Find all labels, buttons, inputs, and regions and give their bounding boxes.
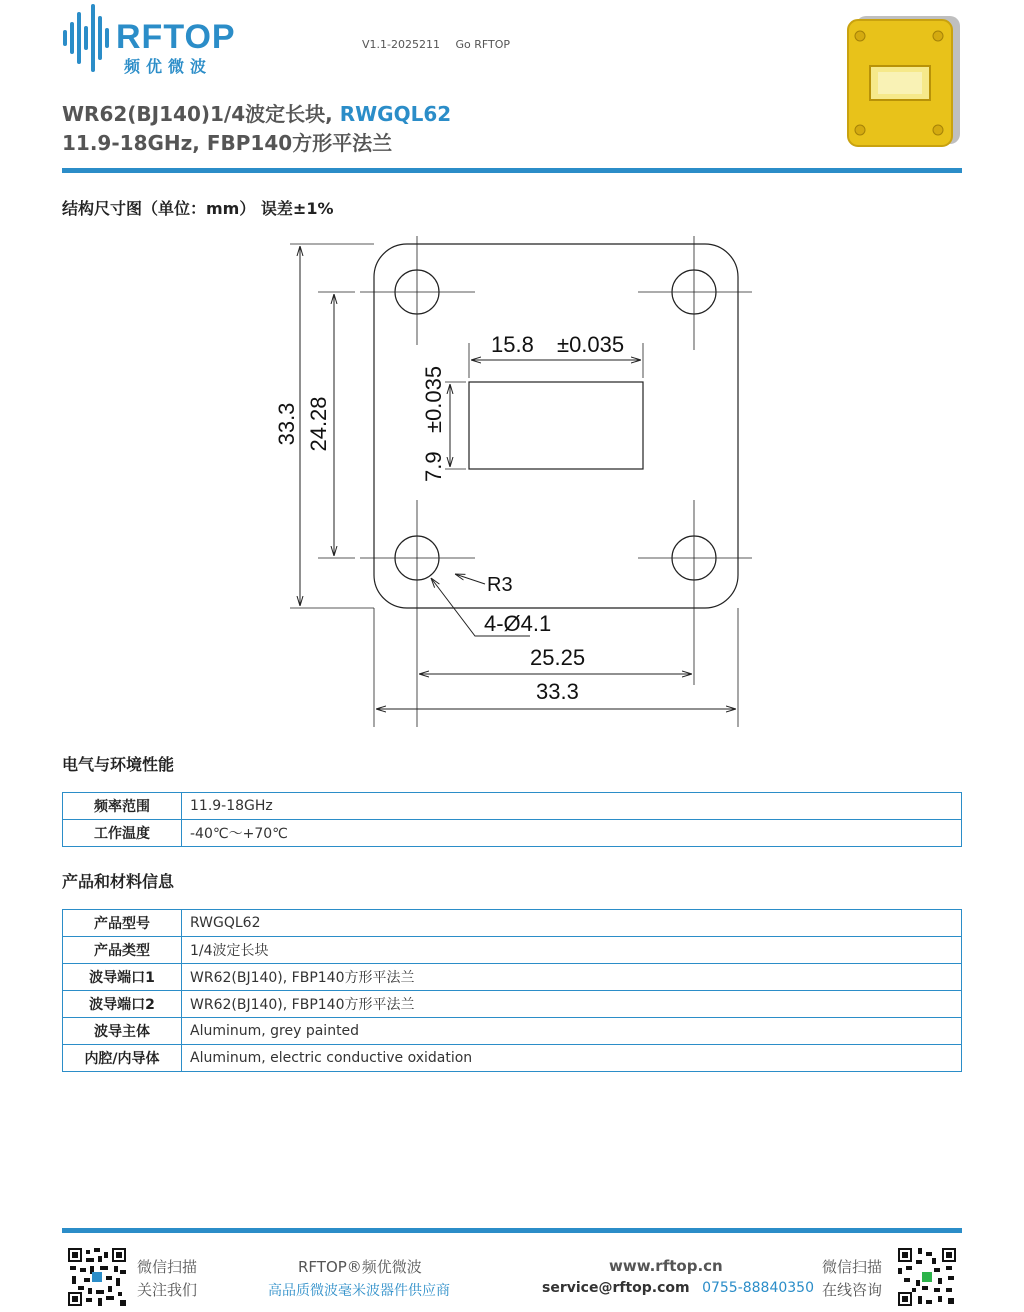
drawing-section-title: 结构尺寸图（单位：mm） 误差±1%	[62, 199, 334, 218]
footer-divider	[62, 1228, 962, 1233]
version-info	[362, 38, 522, 51]
contact-line	[542, 1280, 814, 1296]
page-subtitle: 11.9-18GHz, FBP140方形平法兰	[62, 131, 393, 155]
wechat-scan-label-2: 微信扫描	[822, 1258, 883, 1276]
wechat-qr-code[interactable]	[68, 1248, 126, 1306]
tagline: Go RFTOP	[455, 38, 511, 51]
follow-us-label: 关注我们	[137, 1281, 198, 1299]
dim-hole-horizontal: 25.25	[530, 645, 586, 670]
electrical-table	[62, 792, 962, 847]
row-key: 波导主体	[63, 1018, 182, 1045]
dim-overall-width: 33.3	[536, 679, 579, 704]
table-row	[63, 1018, 962, 1045]
row-value: WR62(BJ140), FBP140方形平法兰	[182, 964, 962, 991]
row-key: 产品类型	[63, 937, 182, 964]
row-value: -40℃～+70℃	[182, 820, 962, 847]
row-value: 11.9-18GHz	[182, 793, 962, 820]
row-value: WR62(BJ140), FBP140方形平法兰	[182, 991, 962, 1018]
dim-aperture-height: 7.9	[421, 451, 446, 482]
table-row	[63, 964, 962, 991]
logo-wave-icon	[62, 2, 112, 74]
logo-text: RFTOP	[116, 18, 236, 56]
row-key: 波导端口2	[63, 991, 182, 1018]
dim-aperture-height-tol: ±0.035	[421, 365, 446, 433]
table-row	[63, 1045, 962, 1072]
row-key: 产品型号	[63, 910, 182, 937]
row-key: 工作温度	[63, 820, 182, 847]
dim-holes: 4-Ø4.1	[484, 611, 552, 636]
row-value: 1/4波定长块	[182, 937, 962, 964]
table-row	[63, 910, 962, 937]
electrical-section-title: 电气与环境性能	[62, 755, 175, 774]
footer-slogan: 高品质微波毫米波器件供应商	[268, 1283, 450, 1299]
row-key: 内腔/内导体	[63, 1045, 182, 1072]
table-row	[63, 991, 962, 1018]
table-row	[63, 793, 962, 820]
dim-corner-radius: R3	[487, 574, 513, 596]
product-photo	[842, 10, 962, 150]
brand-logo	[62, 2, 272, 74]
row-value: Aluminum, grey painted	[182, 1018, 962, 1045]
header-divider	[62, 168, 962, 173]
title-model: RWGQL62	[339, 102, 452, 126]
row-key: 频率范围	[63, 793, 182, 820]
phone-number: 0755-88840350	[702, 1280, 815, 1296]
dim-overall-height: 33.3	[274, 402, 299, 446]
consult-qr-code[interactable]	[898, 1248, 956, 1306]
waveguide-aperture	[469, 382, 643, 469]
row-value: Aluminum, electric conductive oxidation	[182, 1045, 962, 1072]
table-row	[63, 937, 962, 964]
product-table	[62, 909, 962, 1072]
row-value: RWGQL62	[182, 910, 962, 937]
dim-hole-vertical: 24.28	[306, 396, 331, 452]
logo-chinese: 频优微波	[124, 57, 213, 76]
website-link[interactable]: www.rftop.cn	[609, 1257, 723, 1275]
online-consult-label: 在线咨询	[822, 1281, 883, 1299]
dim-aperture-width: 15.8	[491, 332, 534, 357]
page-title	[62, 98, 451, 127]
footer-brand: RFTOP®频优微波	[298, 1258, 422, 1276]
title-prefix: WR62(BJ140)1/4波定长块,	[62, 102, 340, 126]
row-key: 波导端口1	[63, 964, 182, 991]
wechat-scan-label: 微信扫描	[137, 1258, 198, 1276]
table-row	[63, 820, 962, 847]
dim-aperture-width-tol: ±0.035	[557, 332, 625, 357]
product-section-title: 产品和材料信息	[62, 872, 175, 891]
email-link[interactable]: service@rftop.com	[542, 1280, 690, 1296]
version-number: V1.1-2025211	[362, 38, 440, 51]
dimension-drawing	[260, 232, 780, 732]
